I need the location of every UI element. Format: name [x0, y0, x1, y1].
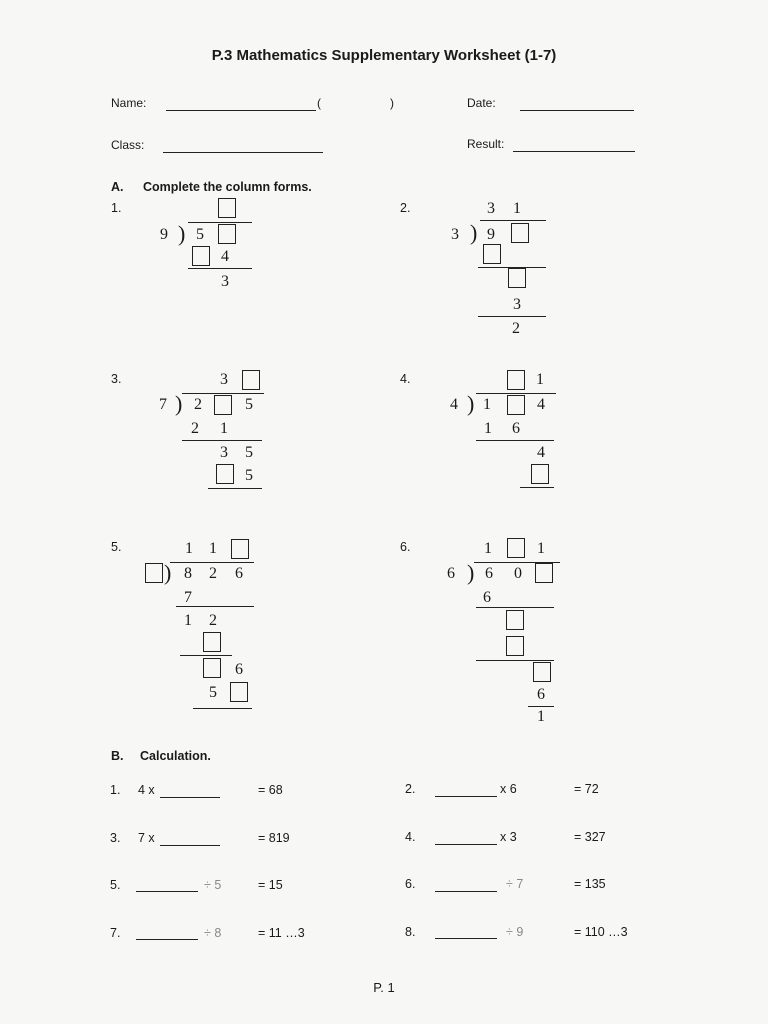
class-field[interactable]	[163, 152, 323, 153]
divisor-box[interactable]	[145, 563, 163, 583]
paren-close: )	[390, 96, 394, 110]
question-number: 1.	[111, 201, 122, 215]
divisor: 7	[159, 396, 167, 413]
answer-blank[interactable]	[435, 891, 497, 892]
answer-box[interactable]	[230, 682, 248, 702]
calc-result: = 68	[258, 783, 283, 797]
calc-operator: ÷ 7	[506, 877, 524, 891]
question-number: 3.	[111, 372, 122, 386]
quotient-digit: 3	[220, 371, 228, 388]
calc-number: 8.	[405, 925, 416, 939]
calc-number: 5.	[110, 878, 121, 892]
calc-result: = 819	[258, 831, 290, 845]
division-bracket: )	[467, 560, 475, 585]
dividend-digit: 0	[514, 565, 522, 582]
dividend-digit: 1	[483, 396, 491, 413]
calc-operator: ÷ 9	[506, 925, 524, 939]
answer-box[interactable]	[506, 610, 524, 630]
result-field[interactable]	[513, 151, 635, 152]
answer-blank[interactable]	[435, 796, 497, 797]
division-bracket: )	[164, 560, 172, 585]
answer-box[interactable]	[203, 658, 221, 678]
division-bracket: )	[178, 221, 186, 246]
divisor: 4	[450, 396, 458, 413]
subtract-line	[476, 607, 554, 608]
dividend-digit: 6	[235, 565, 243, 582]
question-number: 5.	[111, 540, 122, 554]
answer-box[interactable]	[508, 268, 526, 288]
calc-result: = 11 …3	[258, 926, 305, 940]
step-digit: 2	[209, 612, 217, 629]
dividend-digit: 2	[194, 396, 202, 413]
subtract-digit: 2	[191, 420, 199, 437]
question-number: 4.	[400, 372, 411, 386]
step-digit: 4	[537, 444, 545, 461]
subtract-digit: 1	[220, 420, 228, 437]
answer-blank[interactable]	[160, 845, 220, 846]
answer-box[interactable]	[506, 636, 524, 656]
answer-box[interactable]	[535, 563, 553, 583]
section-a-letter: A.	[111, 180, 124, 194]
calc-result: = 72	[574, 782, 599, 796]
answer-box[interactable]	[507, 395, 525, 415]
answer-box[interactable]	[507, 538, 525, 558]
answer-box[interactable]	[511, 223, 529, 243]
quotient-digit: 1	[484, 540, 492, 557]
answer-blank[interactable]	[435, 938, 497, 939]
subtract-line	[193, 708, 252, 709]
remainder: 2	[512, 320, 520, 337]
division-bracket: )	[467, 391, 475, 416]
step-digit: 1	[184, 612, 192, 629]
division-bracket: )	[175, 391, 183, 416]
remainder: 3	[221, 273, 229, 290]
subtract-line	[182, 440, 262, 441]
dividend-digit: 2	[209, 565, 217, 582]
answer-blank[interactable]	[136, 939, 198, 940]
answer-box[interactable]	[216, 464, 234, 484]
quotient-digit: 1	[537, 540, 545, 557]
dividend-digit: 4	[537, 396, 545, 413]
step-digit: 3	[220, 444, 228, 461]
answer-blank[interactable]	[435, 844, 497, 845]
subtract-digit: 6	[537, 686, 545, 703]
subtract-line	[176, 606, 254, 607]
dividend-digit: 8	[184, 565, 192, 582]
subtract-line	[478, 316, 546, 317]
answer-box[interactable]	[203, 632, 221, 652]
divisor: 6	[447, 565, 455, 582]
subtract-digit: 4	[221, 248, 229, 265]
class-label: Class:	[111, 138, 145, 152]
calc-number: 6.	[405, 877, 416, 891]
answer-box[interactable]	[214, 395, 232, 415]
subtract-line	[476, 440, 554, 441]
subtract-digit: 1	[484, 420, 492, 437]
calc-operator: ÷ 8	[204, 926, 222, 940]
dividend-digit: 5	[245, 396, 253, 413]
page-number: P. 1	[373, 980, 395, 995]
answer-blank[interactable]	[160, 797, 220, 798]
name-field[interactable]	[166, 110, 316, 111]
division-bar	[480, 220, 546, 221]
quotient-digit: 1	[209, 540, 217, 557]
calc-number: 4.	[405, 830, 416, 844]
quotient-digit: 1	[185, 540, 193, 557]
answer-box[interactable]	[192, 246, 210, 266]
calc-left: 4 x	[138, 783, 155, 797]
calc-number: 3.	[110, 831, 121, 845]
dividend-digit: 5	[196, 226, 204, 243]
answer-box[interactable]	[218, 198, 236, 218]
subtract-digit: 5	[245, 467, 253, 484]
division-bar	[170, 562, 254, 563]
subtract-digit: 5	[209, 684, 217, 701]
subtract-line	[180, 655, 232, 656]
subtract-digit: 3	[513, 296, 521, 313]
subtract-line	[208, 488, 262, 489]
division-bar	[476, 393, 556, 394]
step-digit: 5	[245, 444, 253, 461]
calc-result: = 15	[258, 878, 283, 892]
calc-operator: x 3	[500, 830, 517, 844]
answer-box[interactable]	[231, 539, 249, 559]
name-label: Name:	[111, 96, 147, 110]
answer-box[interactable]	[483, 244, 501, 264]
divisor: 3	[451, 226, 459, 243]
quotient-digit: 3	[487, 200, 495, 217]
dividend-digit: 6	[485, 565, 493, 582]
calc-left: 7 x	[138, 831, 155, 845]
calc-operator: x 6	[500, 782, 517, 796]
remainder: 1	[537, 708, 545, 725]
question-number: 6.	[400, 540, 411, 554]
section-b-heading: Calculation.	[140, 749, 211, 763]
division-bar	[188, 222, 252, 223]
answer-box[interactable]	[242, 370, 260, 390]
dividend-digit: 9	[487, 226, 495, 243]
answer-box[interactable]	[531, 464, 549, 484]
quotient-digit: 1	[513, 200, 521, 217]
subtract-line	[476, 660, 554, 661]
calc-result: = 135	[574, 877, 606, 891]
subtract-digit: 6	[483, 589, 491, 606]
subtract-line	[528, 706, 554, 707]
calc-number: 1.	[110, 783, 121, 797]
calc-result: = 327	[574, 830, 606, 844]
result-label: Result:	[467, 137, 505, 151]
answer-box[interactable]	[507, 370, 525, 390]
calc-number: 7.	[110, 926, 121, 940]
section-a-heading: Complete the column forms.	[143, 180, 312, 194]
answer-box[interactable]	[218, 224, 236, 244]
step-digit: 6	[235, 661, 243, 678]
subtract-line	[188, 268, 252, 269]
calc-operator: ÷ 5	[204, 878, 222, 892]
division-bracket: )	[470, 220, 478, 245]
division-bar	[182, 393, 264, 394]
worksheet-title: P.3 Mathematics Supplementary Worksheet (1-7)	[211, 47, 557, 64]
calc-result: = 110 …3	[574, 925, 628, 939]
answer-blank[interactable]	[136, 891, 198, 892]
paren-open: (	[317, 96, 321, 110]
subtract-digit: 6	[512, 420, 520, 437]
date-field[interactable]	[520, 110, 634, 111]
calc-number: 2.	[405, 782, 416, 796]
subtract-digit: 7	[184, 589, 192, 606]
question-number: 2.	[400, 201, 411, 215]
section-b-letter: B.	[111, 749, 124, 763]
date-label: Date:	[467, 96, 496, 110]
answer-box[interactable]	[533, 662, 551, 682]
quotient-digit: 1	[536, 371, 544, 388]
divisor: 9	[160, 226, 168, 243]
subtract-line	[520, 487, 554, 488]
